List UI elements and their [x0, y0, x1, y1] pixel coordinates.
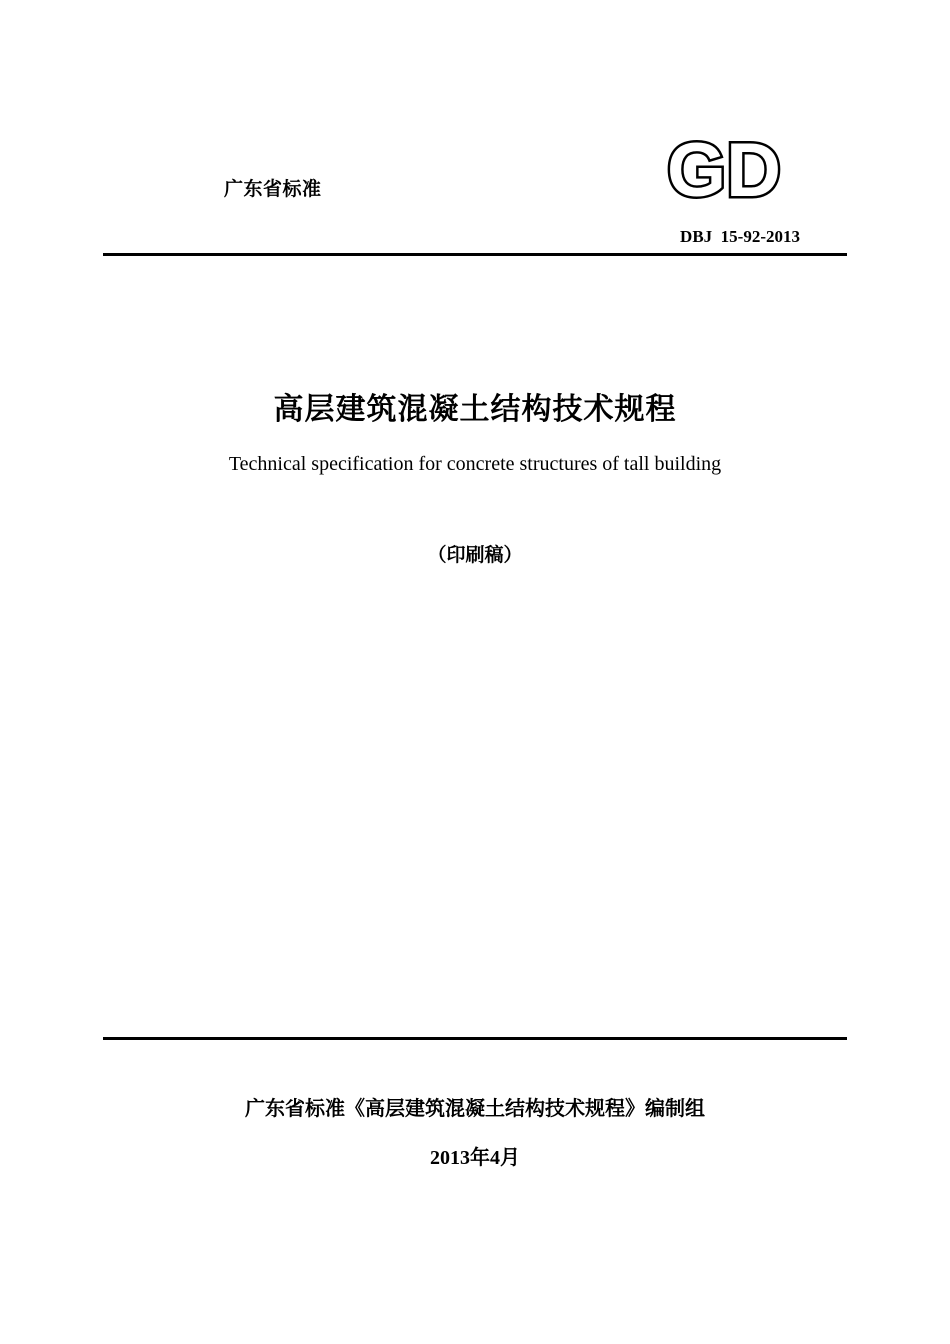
top-divider [103, 253, 847, 256]
document-title-english: Technical specification for concrete structures of tall building [228, 453, 722, 475]
gd-logo [665, 134, 795, 200]
publication-date: 2013年4月 [430, 1147, 520, 1169]
standard-code: DBJ 15-92-2013 [680, 227, 800, 246]
gd-logo-text: GD [667, 134, 781, 200]
document-title-chinese: 高层建筑混凝土结构技术规程 [273, 392, 677, 427]
standard-category-label: 广东省标准 [224, 178, 322, 200]
draft-note: （印刷稿） [427, 544, 523, 566]
bottom-divider [103, 1037, 847, 1040]
compiling-group: 广东省标准《高层建筑混凝土结构技术规程》编制组 [245, 1096, 705, 1120]
